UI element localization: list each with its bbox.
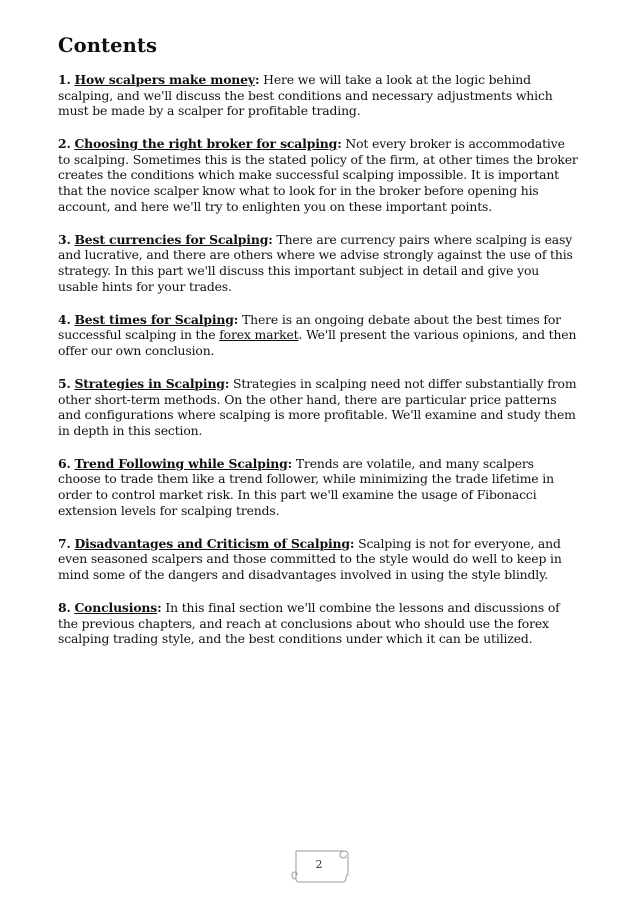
entry-number: 7. <box>58 535 71 551</box>
entry-title-link[interactable]: Trend Following while Scalping <box>74 455 288 471</box>
contents-entry-5: 5. Strategies in Scalping: Strategies in scalping need not differ substantially from other short-term methods. On the other hand, there are particular price patterns and configurations where scalping is more profitable. We'll examine and study them in depth in this section. <box>58 375 577 438</box>
entry-title-link[interactable]: Choosing the right broker for scalping <box>74 136 338 152</box>
forex-market-link[interactable]: forex market <box>219 327 299 343</box>
contents-entry-4: 4. Best times for Scalping: There is an ongoing debate about the best times for successful scalping in the forex market. We'll present the various opinions, and then offer our own conclusion. <box>58 311 577 358</box>
entry-description-end: . We'll present the various opinions, and then offer our own conclusion. <box>58 327 577 358</box>
page-title: Contents <box>58 34 158 57</box>
entry-title-link[interactable]: Disadvantages and Criticism of Scalping <box>74 535 350 551</box>
entry-description: Strategies in scalping need not differ substantially from other short-term methods. On the other hand, there are particular price patterns and configurations where scalping is more profitable. We'll examine and study them in depth in this section. <box>58 375 577 438</box>
entry-number: 4. <box>58 311 71 327</box>
contents-entry-6: 6. Trend Following while Scalping: Trends are volatile, and many scalpers choose to trade them like a trend follower, while minimizing the trade lifetime in order to control market risk. In this part we'll examine the usage of Fibonacci extension levels for scalping trends. <box>58 455 554 518</box>
entry-number: 5. <box>58 375 71 391</box>
entry-title-link[interactable]: How scalpers make money <box>74 72 255 87</box>
entry-title-link[interactable]: Strategies in Scalping <box>74 375 225 391</box>
entry-description: There are currency pairs where scalping is easy and lucrative, and there are others where we advise strongly against the use of this strategy. In this part we'll discuss this important subject in detail and give you usable hints for your trades. <box>58 231 573 294</box>
contents-entry-1: 1. How scalpers make money: Here we will take a look at the logic behind scalping, and we'll discuss the best conditions and necessary adjustments which must be made by a scalper for profitable trading. <box>58 72 553 119</box>
contents-entry-7: 7. Disadvantages and Criticism of Scalping: Scalping is not for everyone, and even seasoned scalpers and those committed to the style would do well to keep in mind some of the dangers and disadvantages involved in using the style blindly. <box>58 535 562 582</box>
entry-description: Not every broker is accommodative to scalping. Sometimes this is the stated policy of the firm, at other times the broker creates the conditions which make successful scalping impossible. It is important that the novice scalper know what to look for in the broker before opening his account, and here we'll try to enlighten you on these important points. <box>58 136 578 214</box>
contents-entry-3: 3. Best currencies for Scalping: There are currency pairs where scalping is easy and lucrative, and there are others where we advise strongly against the use of this strategy. In this part we'll discuss this important subject in detail and give you usable hints for your trades. <box>58 231 573 294</box>
entry-number: 2. <box>58 136 71 152</box>
contents-entry-2: 2. Choosing the right broker for scalping: Not every broker is accommodative to scalping. Sometimes this is the stated policy of the firm, at other times the broker creates the conditions which make successful scalping impossible. It is important that the novice scalper know what to look for in the broker before opening his account, and here we'll try to enlighten you on these important points. <box>58 136 578 214</box>
entry-description: In this final section we'll combine the lessons and discussions of the previous chapters, and reach at conclusions about who should use the forex scalping trading style, and the best conditions under which it can be utilized. <box>58 599 560 647</box>
contents-list <box>58 72 580 664</box>
contents-entry-8: 8. Conclusions: In this final section we'll combine the lessons and discussions of the previous chapters, and reach at conclusions about who should use the forex scalping trading style, and the best conditions under which it can be utilized. <box>58 599 560 647</box>
page-number-badge <box>288 845 350 885</box>
entry-title-link[interactable]: Best times for Scalping <box>74 311 234 327</box>
entry-description: Scalping is not for everyone, and even seasoned scalpers and those committed to the style would do well to keep in mind some of the dangers and disadvantages involved in using the style blindly. <box>58 535 562 582</box>
entry-description: Trends are volatile, and many scalpers choose to trade them like a trend follower, while minimizing the trade lifetime in order to control market risk. In this part we'll examine the usage of Fibonacci extension levels for scalping trends. <box>58 455 554 518</box>
entry-title-link[interactable]: Best currencies for Scalping <box>74 231 269 247</box>
entry-number: 8. <box>58 599 71 615</box>
page-number: 2 <box>315 858 323 871</box>
entry-title-link[interactable]: Conclusions <box>74 599 158 615</box>
entry-number: 6. <box>58 455 71 471</box>
entry-description: There is an ongoing debate about the best times for successful scalping in the <box>58 311 561 343</box>
entry-description: Here we will take a look at the logic behind scalping, and we'll discuss the best conditions and necessary adjustments which must be made by a scalper for profitable trading. <box>58 72 553 119</box>
entry-number: 3. <box>58 231 71 247</box>
entry-number: 1. <box>58 72 71 87</box>
